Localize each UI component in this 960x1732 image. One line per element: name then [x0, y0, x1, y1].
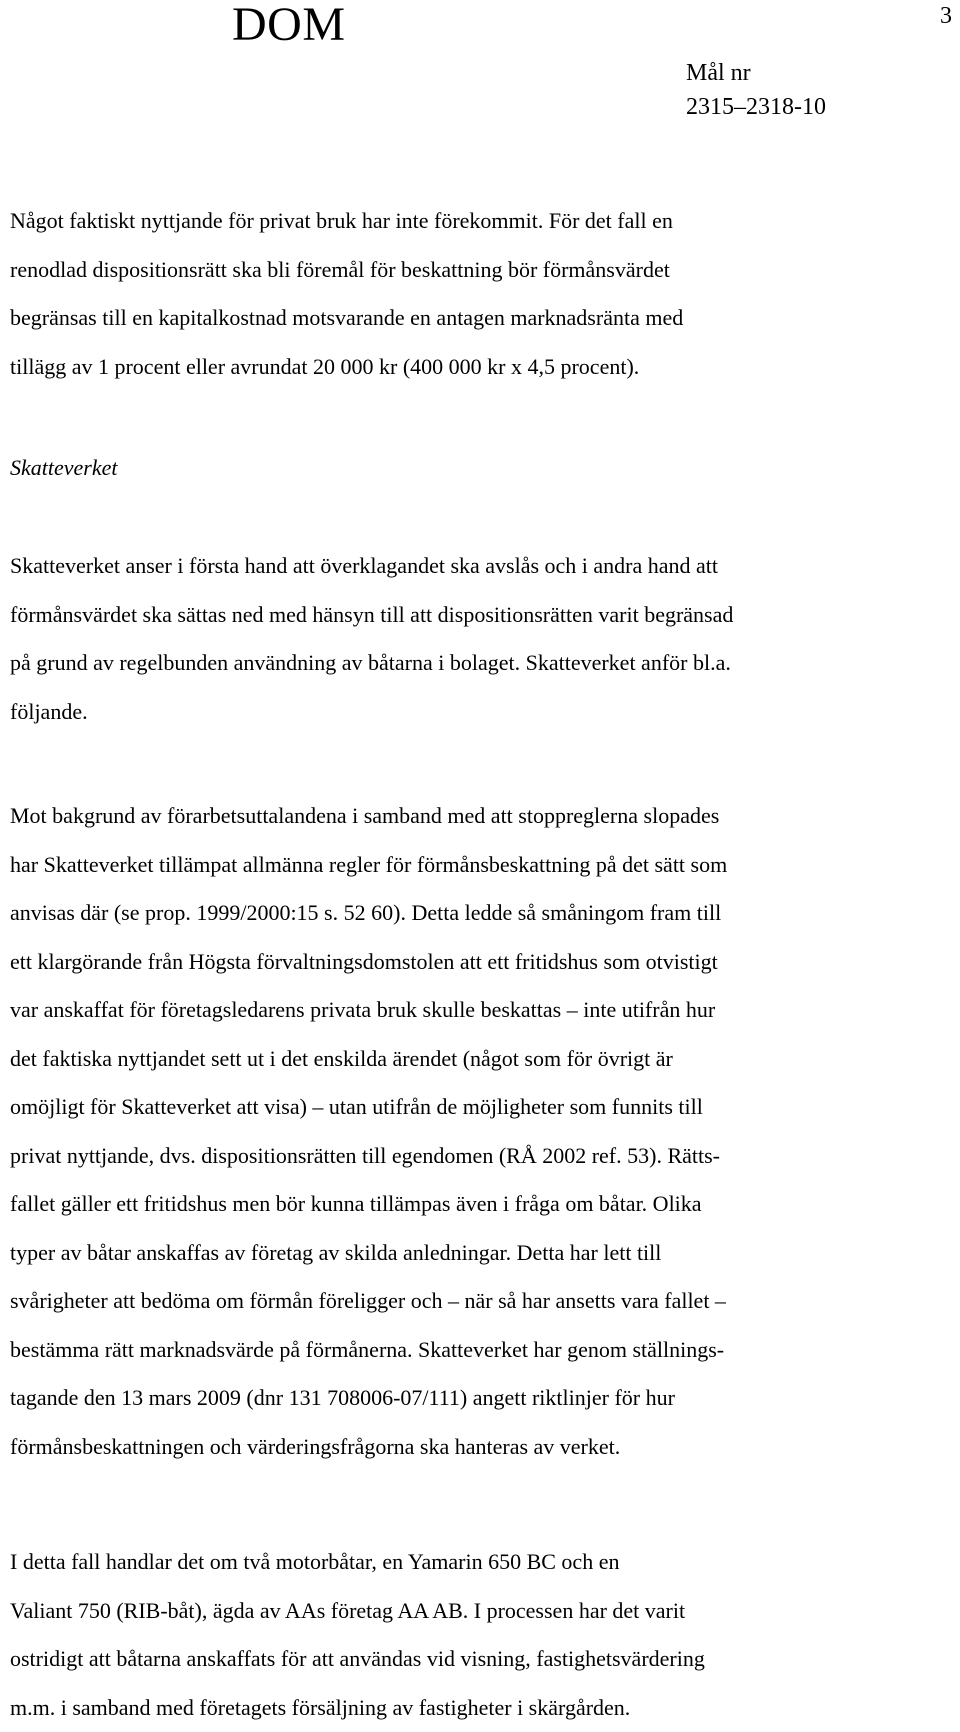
text-line: anvisas där (se prop. 1999/2000:15 s. 52 60). Detta ledde så småningom fram till: [10, 889, 936, 938]
case-number: 2315–2318-10: [686, 90, 826, 124]
text-line: tagande den 13 mars 2009 (dnr 131 708006-07/111) angett riktlinjer för hur: [10, 1374, 936, 1423]
text-line: Valiant 750 (RIB-båt), ägda av AAs företag AA AB. I processen har det varit: [10, 1587, 936, 1636]
case-number-block: [686, 56, 826, 124]
text-line: svårigheter att bedöma om förmån föreligger och – när så har ansetts vara fallet –: [10, 1277, 936, 1326]
text-line: tillägg av 1 procent eller avrundat 20 000 kr (400 000 kr x 4,5 procent).: [10, 343, 936, 392]
case-number-label: Mål nr: [686, 56, 826, 90]
text-line: förmånsbeskattningen och värderingsfrågorna ska hanteras av verket.: [10, 1423, 936, 1472]
text-line: typer av båtar anskaffas av företag av skilda anledningar. Detta har lett till: [10, 1229, 936, 1278]
text-line: Mot bakgrund av förarbetsuttalandena i samband med att stoppreglerna slopades: [10, 792, 936, 841]
text-line: fallet gäller ett fritidshus men bör kunna tillämpas även i fråga om båtar. Olika: [10, 1180, 936, 1229]
text-line: Skatteverket anser i första hand att överklagandet ska avslås och i andra hand att: [10, 542, 936, 591]
text-line: omöjligt för Skatteverket att visa) – utan utifrån de möjligheter som funnits till: [10, 1083, 936, 1132]
paragraph-private-use: [10, 197, 936, 391]
text-line: Något faktiskt nyttjande för privat bruk har inte förekommit. För det fall en: [10, 197, 936, 246]
text-line: renodlad dispositionsrätt ska bli föremål för beskattning bör förmånsvärdet: [10, 246, 936, 295]
section-heading-skatteverket: Skatteverket: [10, 448, 118, 488]
text-line: var anskaffat för företagsledarens privata bruk skulle beskattas – inte utifrån hur: [10, 986, 936, 1035]
text-line: I detta fall handlar det om två motorbåtar, en Yamarin 650 BC och en: [10, 1538, 936, 1587]
page-number: 3: [940, 2, 952, 30]
paragraph-background: [10, 792, 936, 1471]
text-line: har Skatteverket tillämpat allmänna regler för förmånsbeskattning på det sätt som: [10, 841, 936, 890]
text-line: ett klargörande från Högsta förvaltningsdomstolen att ett fritidshus som otvistigt: [10, 938, 936, 987]
text-line: bestämma rätt marknadsvärde på förmånerna. Skatteverket har genom ställnings-: [10, 1326, 936, 1375]
text-line: på grund av regelbunden användning av båtarna i bolaget. Skatteverket anför bl.a.: [10, 639, 936, 688]
text-line: privat nyttjande, dvs. dispositionsrätten till egendomen (RÅ 2002 ref. 53). Rätts-: [10, 1132, 936, 1181]
text-line: förmånsvärdet ska sättas ned med hänsyn till att dispositionsrätten varit begränsad: [10, 591, 936, 640]
text-line: m.m. i samband med företagets försäljning av fastigheter i skärgården.: [10, 1684, 936, 1732]
document-type-title: DOM: [232, 0, 346, 50]
paragraph-motorboats: [10, 1538, 936, 1732]
text-line: följande.: [10, 688, 936, 737]
text-line: det faktiska nyttjandet sett ut i det enskilda ärendet (något som för övrigt är: [10, 1035, 936, 1084]
text-line: begränsas till en kapitalkostnad motsvarande en antagen marknadsränta med: [10, 294, 936, 343]
text-line: ostridigt att båtarna anskaffats för att användas vid visning, fastighetsvärdering: [10, 1635, 936, 1684]
paragraph-skatteverket-position: [10, 542, 936, 736]
